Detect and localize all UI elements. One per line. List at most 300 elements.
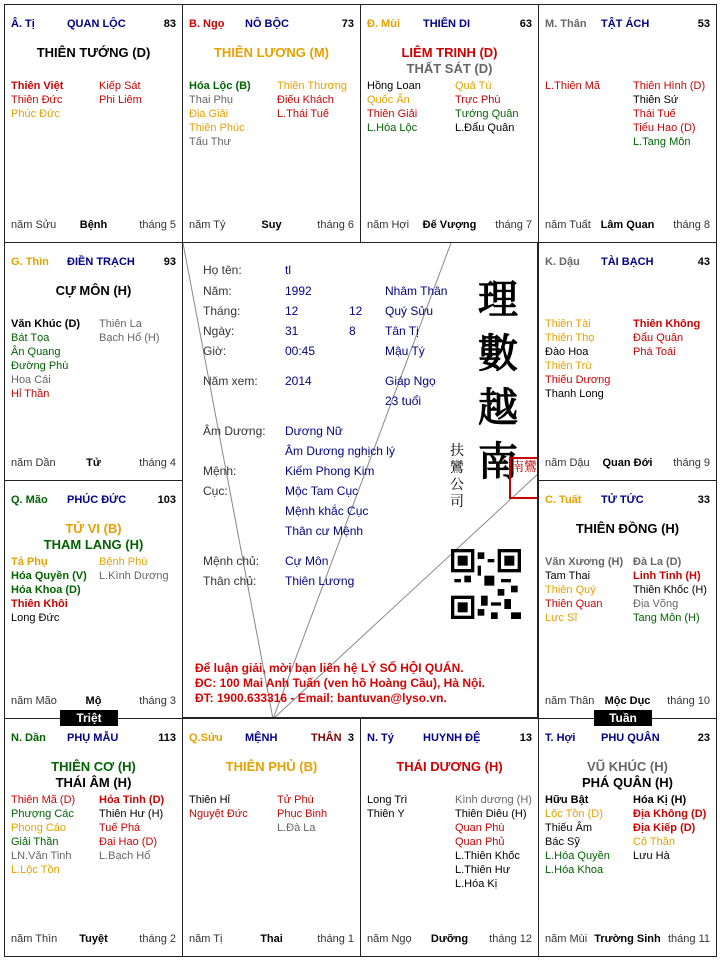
year-label: năm Tý: [189, 219, 226, 231]
year-label: năm Thân: [545, 695, 595, 707]
contact-line-1: Để luận giải, mời bạn liên hệ LÝ SỐ HỘI QUÁN.: [195, 661, 464, 675]
palace-name: NÔ BỘC: [245, 18, 289, 30]
month-label: tháng 3: [139, 695, 176, 707]
star-column-right: [633, 555, 717, 625]
main-star: THÁI DƯƠNG (H): [396, 759, 503, 774]
star: Quan Phủ: [455, 836, 505, 848]
star-column-left: [11, 793, 99, 877]
star: Thái Tuế: [633, 108, 676, 120]
branch-label: G. Thìn: [11, 256, 49, 268]
main-star: LIÊM TRINH (D): [401, 45, 498, 60]
side-char: 司: [450, 494, 464, 510]
year-label: năm Ngọ: [367, 933, 412, 945]
palace-header: [11, 494, 176, 508]
branch-label: N. Tý: [367, 732, 394, 744]
menh-value: Kiếm Phong Kim: [285, 464, 375, 478]
phase-label: Đế Vượng: [422, 219, 477, 231]
palace-number: 93: [163, 256, 176, 268]
star: Văn Khúc (D): [11, 318, 81, 330]
center-info-panel: [182, 242, 538, 718]
star-column-left: [11, 79, 99, 121]
main-star: VŨ KHÚC (H): [587, 759, 668, 774]
star-column-left: [545, 317, 633, 401]
star: L.Thiên Mã: [545, 80, 601, 92]
palace-name: PHÚC ĐỨC: [67, 494, 127, 506]
palace-name: MỆNH: [245, 732, 278, 744]
star: Linh Tinh (H): [633, 570, 701, 582]
star-column-left: [367, 79, 455, 135]
star: Hóa Quyền (V): [11, 570, 87, 582]
star: Hóa Kị (H): [633, 794, 687, 806]
main-stars: [5, 283, 182, 299]
palace-cell: [182, 718, 361, 957]
palace-cell: [360, 4, 539, 243]
star: Đào Hoa: [545, 346, 589, 358]
palace-number: 73: [341, 18, 354, 30]
star: Thanh Long: [545, 388, 604, 400]
main-star: CỰ MÔN (H): [55, 283, 132, 298]
palace-footer: [367, 219, 532, 232]
palace-footer: [11, 695, 176, 708]
star-column-left: [545, 793, 633, 877]
star: Thiên Giải: [367, 108, 418, 120]
palace-number: 63: [519, 18, 532, 30]
star: Thiên Khôi: [11, 598, 68, 610]
main-stars: [5, 759, 182, 791]
main-stars: [5, 45, 182, 61]
palace-header: [367, 18, 532, 32]
palace-cell: [4, 4, 183, 243]
star: Giải Thần: [11, 836, 59, 848]
menh-chu-value: Cự Môn: [285, 554, 329, 568]
star: Thiếu Dương: [545, 374, 611, 386]
palace-footer: [367, 933, 532, 946]
phase-label: Tử: [86, 457, 101, 469]
star: L.Đẩu Quân: [455, 122, 515, 134]
star: Quả Tú: [455, 80, 492, 92]
palace-number: 53: [697, 18, 710, 30]
palace-footer: [545, 933, 710, 946]
year-label: năm Dần: [11, 457, 56, 469]
star: Nguyệt Đức: [189, 808, 248, 820]
palace-cell: [4, 480, 183, 719]
menh-label: Mệnh:: [203, 464, 237, 478]
star: Thiên Mã (D): [11, 794, 76, 806]
branch-label: Q. Mão: [11, 494, 48, 506]
palace-footer: [189, 219, 354, 232]
palace-number: 13: [519, 732, 532, 744]
star: Hỉ Thần: [11, 388, 50, 400]
star: Tam Thai: [545, 570, 591, 582]
than-chu-label: Thân chủ:: [203, 574, 257, 588]
star: Địa Giải: [189, 108, 229, 120]
side-calligraphy: [449, 443, 465, 511]
tuan-tag: Tuần: [594, 710, 652, 726]
star: L.Hóa Quyền: [545, 850, 610, 862]
star-column-right: [277, 793, 361, 835]
palace-header: [189, 732, 354, 746]
star: Địa Kiếp (D): [633, 822, 696, 834]
palace-cell: [182, 4, 361, 243]
am-duong-label: Âm Dương:: [203, 424, 266, 438]
month-label: tháng 2: [139, 933, 176, 945]
month-label: tháng 12: [489, 933, 532, 945]
star: L.Bạch Hổ: [99, 850, 151, 862]
star: Phi Liêm: [99, 94, 142, 106]
star-column-left: [11, 317, 99, 401]
main-star: THIÊN ĐỒNG (H): [575, 521, 680, 536]
star: Thiên La: [99, 318, 142, 330]
palace-number: 3: [347, 732, 354, 744]
main-stars: [183, 45, 360, 61]
side-char: 公: [450, 477, 464, 493]
main-stars: [361, 759, 538, 775]
red-seal-icon: 南鸞: [509, 457, 538, 499]
palace-name: PHỤ MẪU: [67, 732, 119, 744]
branch-label: B. Ngọ: [189, 18, 225, 30]
palace-name: HUYNH ĐỆ: [423, 732, 481, 744]
star: Kình dương (H): [455, 794, 532, 806]
star: Phá Toái: [633, 346, 676, 358]
month-label: Tháng:: [203, 304, 241, 318]
star: Hữu Bật: [545, 794, 589, 806]
star: L.Hóa Khoa: [545, 864, 604, 876]
star-column-left: [367, 793, 455, 821]
star: Đường Phù: [11, 360, 69, 372]
branch-label: K. Dậu: [545, 256, 580, 268]
day-label: Ngày:: [203, 324, 235, 338]
palace-name: TẬT ÁCH: [601, 18, 650, 30]
star: Tướng Quân: [455, 108, 519, 120]
phase-label: Mộc Dục: [604, 695, 651, 707]
hour-can: Mậu Tý: [385, 344, 425, 358]
main-star: TỬ VI (B): [65, 521, 122, 536]
triet-tag: Triệt: [60, 710, 118, 726]
star: Thai Phụ: [189, 94, 234, 106]
palace-header: [545, 18, 710, 32]
branch-label: M. Thân: [545, 18, 587, 30]
cuc-note-2: Thân cư Mệnh: [285, 524, 364, 538]
cuc-label: Cục:: [203, 484, 228, 498]
star: Địa Không (D): [633, 808, 707, 820]
main-star: THAM LANG (H): [43, 537, 144, 552]
palace-number: 33: [697, 494, 710, 506]
star: L.Thái Tuế: [277, 108, 329, 120]
star-column-right: [455, 793, 539, 891]
star-column-left: [545, 79, 633, 93]
palace-header: [11, 256, 176, 270]
star: L.Tang Môn: [633, 136, 691, 148]
star-column-left: [545, 555, 633, 625]
year-label: năm Mùi: [545, 933, 588, 945]
palace-header: [545, 256, 710, 270]
star: Hóa Lộc (B): [189, 80, 251, 92]
star: Thiên Không: [633, 318, 701, 330]
branch-label: Â. Tị: [11, 18, 35, 30]
than-chu-value: Thiên Lương: [285, 574, 355, 588]
month-label: tháng 1: [317, 933, 354, 945]
star: Bạch Hổ (H): [99, 332, 160, 344]
star: Bát Tọa: [11, 332, 50, 344]
star: Ân Quang: [11, 346, 61, 358]
palace-cell: [538, 4, 717, 243]
palace-header: [11, 18, 176, 32]
star: Thiếu Âm: [545, 822, 593, 834]
palace-footer: [545, 219, 710, 232]
palace-name: THIÊN DI: [423, 18, 471, 30]
star: Tang Môn (H): [633, 612, 700, 624]
phase-label: Dưỡng: [430, 933, 469, 945]
day-lunar: 8: [349, 324, 356, 338]
star: Thiên Quan: [545, 598, 603, 610]
star: Quan Phù: [455, 822, 505, 834]
palace-number: 43: [697, 256, 710, 268]
palace-name: QUAN LỘC: [67, 18, 126, 30]
cuc-value: Mộc Tam Cục: [285, 484, 359, 498]
star: L.Đà La: [277, 822, 316, 834]
phase-label: Lâm Quan: [600, 219, 655, 231]
star: Phượng Các: [11, 808, 74, 820]
phase-label: Mộ: [85, 695, 102, 707]
palace-cell: [360, 718, 539, 957]
star: Lưu Hà: [633, 850, 670, 862]
star: Thiên Quý: [545, 584, 596, 596]
main-stars: [5, 521, 182, 553]
palace-header: [545, 494, 710, 508]
contact-info: [195, 661, 485, 706]
palace-header: [189, 18, 354, 32]
main-star: THIÊN LƯƠNG (M): [213, 45, 330, 60]
branch-label: C. Tuất: [545, 494, 582, 506]
main-stars: [361, 45, 538, 77]
main-star: PHÁ QUÂN (H): [582, 775, 673, 790]
phase-label: Tuyệt: [79, 933, 108, 945]
branch-label: Đ. Mùi: [367, 18, 400, 30]
palace-number: 113: [158, 732, 176, 744]
calligraphy-char: 南: [478, 438, 518, 485]
year-label: năm Thìn: [11, 933, 58, 945]
star-column-left: [11, 555, 99, 625]
menh-chu-label: Mệnh chủ:: [203, 554, 260, 568]
star: Thiên Thương: [277, 80, 348, 92]
side-char: 扶: [450, 443, 464, 459]
star: L.Hóa Lộc: [367, 122, 418, 134]
contact-line-3: ĐT: 1900.633316 - Email: bantuvan@lyso.vn.: [195, 691, 447, 705]
palace-footer: [189, 933, 354, 946]
star: Đại Hao (D): [99, 836, 158, 848]
view-year-can: Giáp Ngọ: [385, 374, 436, 388]
star: Thiên Phúc: [189, 122, 245, 134]
palace-number: 83: [163, 18, 176, 30]
am-duong-note: Âm Dương nghịch lý: [285, 444, 395, 458]
star: Hoa Cái: [11, 374, 51, 386]
main-star: THÁI ÂM (H): [55, 775, 132, 790]
star: Phục Binh: [277, 808, 328, 820]
year-value: 1992: [285, 284, 312, 298]
star-column-right: [633, 793, 717, 863]
palace-footer: [11, 219, 176, 232]
star: Long Trì: [367, 794, 408, 806]
star: Hỏa Tinh (D): [99, 794, 165, 806]
name-value: tl: [285, 263, 291, 277]
star: Thiên Việt: [11, 80, 64, 92]
month-lunar: 12: [349, 304, 363, 318]
star: Phúc Đức: [11, 108, 60, 120]
day-can: Tân Tị: [385, 324, 419, 338]
phase-label: Quan Đới: [602, 457, 653, 469]
star: Thiên Y: [367, 808, 405, 820]
hour-value: 00:45: [285, 344, 316, 358]
star-column-left: [189, 79, 277, 149]
palace-cell: [4, 718, 183, 957]
month-label: tháng 9: [673, 457, 710, 469]
month-label: tháng 5: [139, 219, 176, 231]
star: Tiểu Hao (D): [633, 122, 696, 134]
main-stars: [183, 759, 360, 775]
year-label: năm Dậu: [545, 457, 590, 469]
star: L.Lộc Tồn: [11, 864, 60, 876]
star: Đẩu Quân: [633, 332, 684, 344]
star: Thiên Hình (D): [633, 80, 706, 92]
month-label: tháng 8: [673, 219, 710, 231]
star: Lực Sĩ: [545, 612, 578, 624]
branch-label: T. Hợi: [545, 732, 576, 744]
view-year-label: Năm xem:: [203, 374, 258, 388]
hour-label: Giờ:: [203, 344, 227, 358]
main-star: THIÊN CƠ (H): [51, 759, 136, 774]
star: L.Thiên Khốc: [455, 850, 520, 862]
palace-number: 103: [157, 494, 176, 506]
star: Phong Cáo: [11, 822, 67, 834]
star: Hóa Khoa (D): [11, 584, 81, 596]
phase-label: Bệnh: [79, 219, 108, 231]
year-label: năm Sửu: [11, 219, 57, 231]
star: Long Đức: [11, 612, 60, 624]
palace-header: [11, 732, 176, 746]
qr-code-icon: [451, 549, 521, 619]
calligraphy-char: 理: [478, 276, 518, 323]
star-column-right: [99, 793, 183, 863]
month-label: tháng 6: [317, 219, 354, 231]
star: Tuế Phá: [99, 822, 141, 834]
star: Quốc Ấn: [367, 94, 410, 106]
star: Tấu Thư: [189, 136, 232, 148]
star-column-right: [277, 79, 361, 121]
star: Thiên Hỉ: [189, 794, 230, 806]
month-label: tháng 10: [667, 695, 710, 707]
palace-footer: [545, 695, 710, 708]
palace-name: TÀI BẠCH: [601, 256, 654, 268]
palace-cell: [538, 242, 717, 481]
palace-cell: [538, 480, 717, 719]
year-label: năm Mão: [11, 695, 57, 707]
palace-header: [545, 732, 710, 746]
star: Văn Xương (H): [545, 556, 624, 568]
palace-name-2: THÂN: [311, 732, 342, 744]
year-label: năm Hợi: [367, 219, 410, 231]
phase-label: Thai: [260, 933, 283, 945]
year-label: Năm:: [203, 284, 232, 298]
branch-label: Q.Sửu: [189, 732, 223, 744]
day-value: 31: [285, 324, 299, 338]
star: Thiên Khốc (H): [633, 584, 707, 596]
palace-footer: [545, 457, 710, 470]
star: Tử Phù: [277, 794, 314, 806]
month-can: Quý Sửu: [385, 304, 434, 318]
star-column-right: [455, 79, 539, 135]
year-label: năm Tuất: [545, 219, 591, 231]
month-label: tháng 11: [667, 933, 710, 945]
year-label: năm Tị: [189, 933, 223, 945]
star: Thiên Tài: [545, 318, 591, 330]
palace-cell: [4, 242, 183, 481]
main-star: THIÊN PHỦ (B): [225, 759, 318, 774]
cuc-note-1: Mệnh khắc Cục: [285, 504, 369, 518]
star: Điếu Khách: [277, 94, 334, 106]
star: Hồng Loan: [367, 80, 421, 92]
main-star: THẤT SÁT (D): [406, 61, 493, 76]
star: Thiên Đức: [11, 94, 63, 106]
palace-number: 23: [697, 732, 710, 744]
star: Trực Phù: [455, 94, 501, 106]
main-stars: [539, 759, 716, 791]
calligraphy-char: 越: [478, 384, 518, 431]
star: L.Kình Dương: [99, 570, 169, 582]
star: Bác Sỹ: [545, 836, 580, 848]
phase-label: Trường Sinh: [594, 933, 661, 945]
palace-footer: [11, 457, 176, 470]
month-label: tháng 4: [139, 457, 176, 469]
name-label: Họ tên:: [203, 263, 242, 277]
star: Thiên Hư (H): [99, 808, 164, 820]
palace-cell: [538, 718, 717, 957]
star-column-right: [99, 79, 183, 107]
star: Lộc Tồn (D): [545, 808, 603, 820]
palace-header: [367, 732, 532, 746]
star-column-right: [633, 79, 717, 149]
main-star: THIÊN TƯỚNG (D): [36, 45, 151, 60]
star: L.Thiên Hư: [455, 864, 511, 876]
palace-name: PHU QUÂN: [601, 732, 660, 744]
calligraphy-char: 數: [478, 330, 518, 377]
month-label: tháng 7: [495, 219, 532, 231]
star: Thiên Trù: [545, 360, 592, 372]
view-year-value: 2014: [285, 374, 312, 388]
star-column-right: [99, 317, 183, 345]
star: Cô Thần: [633, 836, 675, 848]
star: Địa Võng: [633, 598, 679, 610]
star: Thiên Diêu (H): [455, 808, 527, 820]
palace-footer: [11, 933, 176, 946]
star: LN.Văn Tinh: [11, 850, 72, 862]
phase-label: Suy: [261, 219, 282, 231]
star: Bệnh Phù: [99, 556, 148, 568]
side-char: 鸞: [450, 460, 464, 476]
age: 23 tuổi: [385, 394, 422, 408]
star: Kiếp Sát: [99, 80, 141, 92]
star-column-left: [189, 793, 277, 821]
month-value: 12: [285, 304, 299, 318]
contact-line-2: ĐC: 100 Mai Anh Tuấn (ven hồ Hoàng Cầu), Hà Nội.: [195, 676, 486, 690]
am-duong-value: Dương Nữ: [285, 424, 343, 438]
star: Đà La (D): [633, 556, 682, 568]
palace-name: ĐIỀN TRẠCH: [67, 256, 135, 268]
star-column-right: [633, 317, 717, 359]
star-column-right: [99, 555, 183, 583]
star: Tả Phụ: [11, 556, 48, 568]
branch-label: N. Dần: [11, 732, 46, 744]
year-can: Nhâm Thân: [385, 284, 448, 298]
